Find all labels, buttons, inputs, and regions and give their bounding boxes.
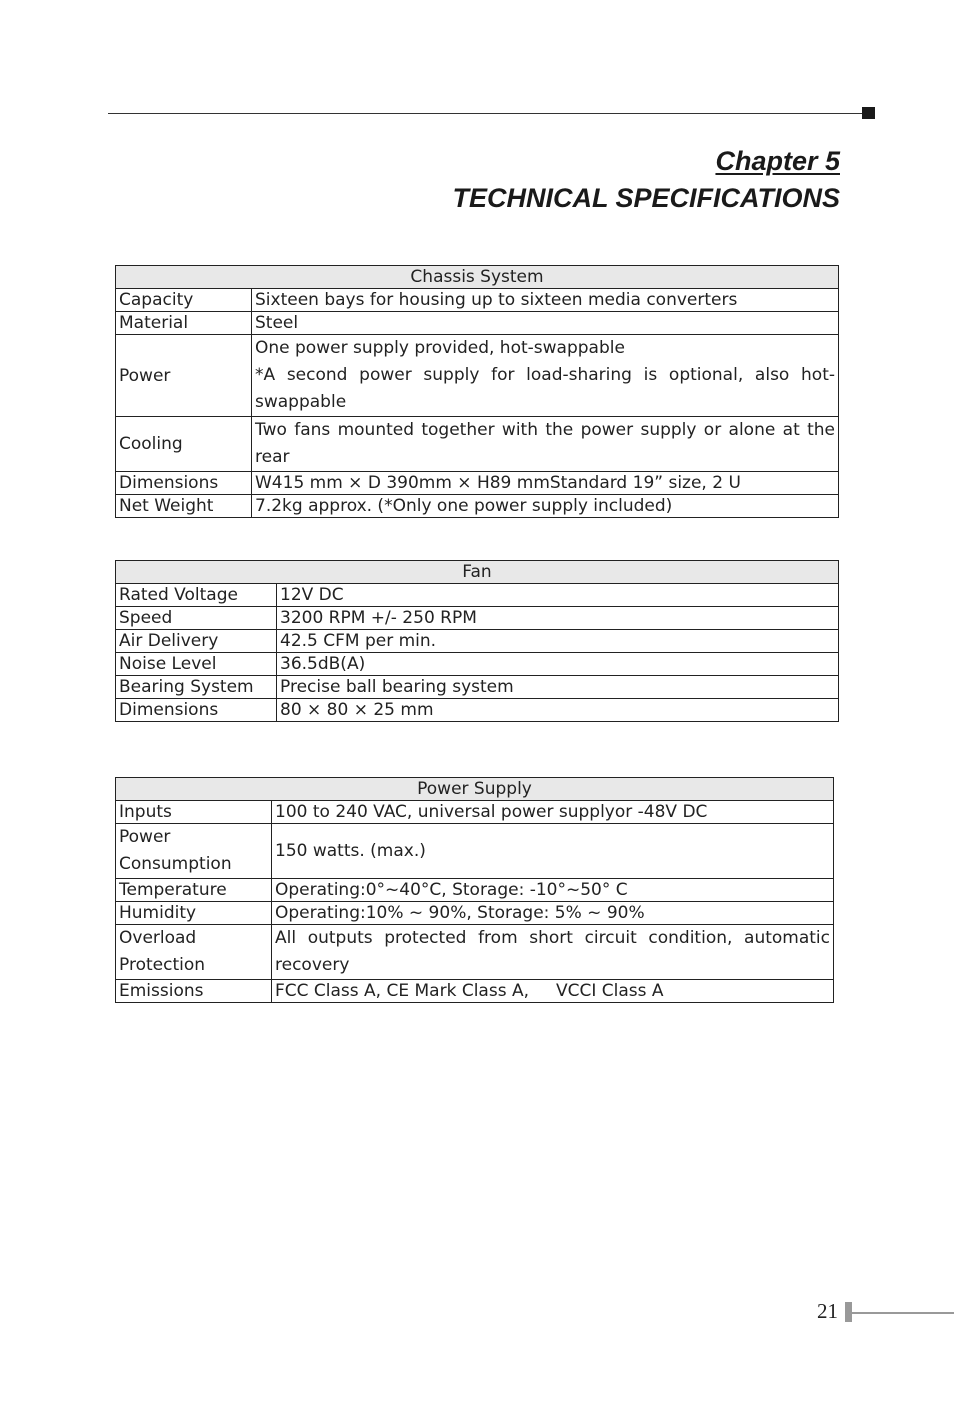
table-row [116, 584, 839, 607]
row-value: Two fans mounted together with the power supply or alone at the rear [252, 417, 839, 472]
row-label: Speed [116, 607, 277, 630]
row-label: Emissions [116, 980, 272, 1003]
table-row [116, 472, 839, 495]
table-header-row [116, 561, 839, 584]
row-value: FCC Class A, CE Mark Class A, VCCI Class A [272, 980, 834, 1003]
table-row [116, 312, 839, 335]
table-row [116, 495, 839, 518]
row-value: Sixteen bays for housing up to sixteen media converters [252, 289, 839, 312]
table-row [116, 289, 839, 312]
table-row [116, 630, 839, 653]
row-label: Overload Protection [116, 925, 272, 980]
row-value: 12V DC [277, 584, 839, 607]
row-label: Temperature [116, 879, 272, 902]
row-label: Inputs [116, 801, 272, 824]
table-row [116, 676, 839, 699]
header-square-marker [862, 107, 875, 119]
table-row [116, 335, 839, 417]
row-label: Humidity [116, 902, 272, 925]
power-supply-table [115, 777, 834, 1003]
table-row [116, 699, 839, 722]
page-number: 21 [817, 1299, 838, 1323]
row-value: All outputs protected from short circuit condition, automatic recovery [272, 925, 834, 980]
row-value [252, 335, 839, 417]
row-value-line: One power supply provided, hot-swappable [255, 338, 625, 358]
row-label: Air Delivery [116, 630, 277, 653]
table-row [116, 925, 834, 980]
table-title: Power Supply [116, 778, 834, 801]
table-row [116, 980, 834, 1003]
row-value: 3200 RPM +/- 250 RPM [277, 607, 839, 630]
row-value: Operating:10% ~ 90%, Storage: 5% ~ 90% [272, 902, 834, 925]
row-value: 80 × 80 × 25 mm [277, 699, 839, 722]
table-title: Fan [116, 561, 839, 584]
footer-marker [845, 1302, 852, 1322]
header-rule [108, 113, 864, 114]
chapter-heading: Chapter 5 [715, 146, 840, 176]
table-row [116, 879, 834, 902]
table-row [116, 902, 834, 925]
row-label: Net Weight [116, 495, 252, 518]
chapter-title: TECHNICAL SPECIFICATIONS [452, 183, 840, 213]
row-label: Material [116, 312, 252, 335]
table-row [116, 801, 834, 824]
row-label: Dimensions [116, 699, 277, 722]
row-value: 36.5dB(A) [277, 653, 839, 676]
row-value: 100 to 240 VAC, universal power supplyor -48V DC [272, 801, 834, 824]
row-label: Dimensions [116, 472, 252, 495]
row-label: Cooling [116, 417, 252, 472]
row-label: Noise Level [116, 653, 277, 676]
row-value: Operating:0°~40°C, Storage: -10°~50° C [272, 879, 834, 902]
table-title: Chassis System [116, 266, 839, 289]
table-row [116, 824, 834, 879]
table-row [116, 653, 839, 676]
row-value: 42.5 CFM per min. [277, 630, 839, 653]
row-label: Bearing System [116, 676, 277, 699]
row-value: 150 watts. (max.) [272, 824, 834, 879]
row-label: Capacity [116, 289, 252, 312]
chassis-system-table [115, 265, 839, 518]
row-value: Steel [252, 312, 839, 335]
row-value: 7.2kg approx. (*Only one power supply included) [252, 495, 839, 518]
table-header-row [116, 778, 834, 801]
row-label: Rated Voltage [116, 584, 277, 607]
table-header-row [116, 266, 839, 289]
table-row [116, 607, 839, 630]
row-value: Precise ball bearing system [277, 676, 839, 699]
row-label: Power [116, 335, 252, 417]
fan-table [115, 560, 839, 722]
footer-rule [852, 1312, 954, 1314]
row-value: W415 mm × D 390mm × H89 mmStandard 19” size, 2 U [252, 472, 839, 495]
table-row [116, 417, 839, 472]
row-label: Power Consumption [116, 824, 272, 879]
row-value-note: *A second power supply for load-sharing is optional, also hot-swappable [255, 365, 835, 412]
